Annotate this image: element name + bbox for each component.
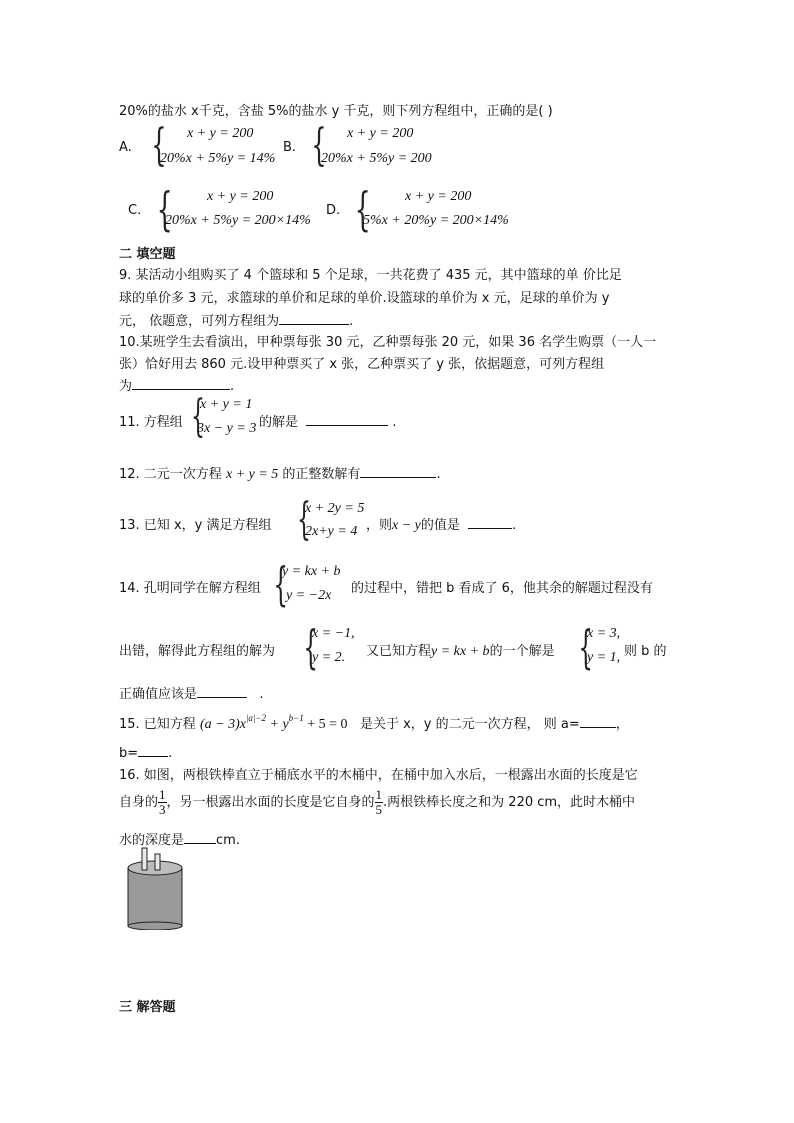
option-c-eq1: x + y = 200 [207, 189, 274, 204]
brace-icon: { [354, 182, 371, 236]
fraction-one-third: $\frac{1}{3}$ [159, 787, 166, 817]
option-c-label: C. [128, 203, 142, 218]
q14-prefix: 14. 孔明同学在解方程组 [119, 581, 261, 596]
answer-blank[interactable] [580, 714, 616, 728]
q11-eq2: 3x − y = 3 [197, 421, 257, 436]
brace-icon: { [303, 620, 318, 674]
bucket-body [128, 868, 182, 926]
option-d-eq1: x + y = 200 [405, 189, 472, 204]
q11-prefix: 11. 方程组 [119, 415, 183, 430]
option-c-eq2: 20%x + 5%y = 200×14% [165, 213, 311, 228]
answer-blank[interactable] [138, 743, 168, 757]
q13-eq1: x + 2y = 5 [305, 501, 365, 516]
q11-eq1: x + y = 1 [200, 397, 253, 412]
q16-line2: 自身的 $\frac{1}{3}$ ，另一根露出水面的长度是它自身的 $\frac{1}{5}$ .两根铁棒长度之和为 220 cm，此时木桶中 [119, 787, 636, 817]
brace-icon: { [151, 120, 167, 171]
q8-stem: 20%的盐水 x千克，含盐 5%的盐水 y 千克，则下列方程组中，正确的是( ) [119, 104, 553, 119]
bucket-bottom [128, 922, 182, 930]
brace-icon: { [297, 494, 311, 545]
option-d-label: D. [326, 203, 341, 218]
q14-sol1a: x = −1, [312, 626, 355, 641]
q16-line1: 16. 如图，两根铁棒直立于桶底水平的木桶中，在桶中加入水后，一根露出水面的长度是它 [119, 768, 638, 783]
brace-icon: { [273, 557, 288, 611]
answer-blank[interactable] [197, 684, 247, 698]
section-title: 三 解答题 [119, 1000, 176, 1015]
answer-blank[interactable] [184, 830, 216, 844]
option-a-eq2: 20%x + 5%y = 14% [160, 151, 276, 166]
q10-line3: 为 . [119, 375, 234, 394]
q13-eq2: 2x+y = 4 [305, 524, 358, 539]
option-b-label: B. [283, 140, 297, 155]
answer-blank[interactable] [468, 515, 512, 529]
q12-eq: x + y = 5 [225, 467, 279, 482]
option-b-eq1: x + y = 200 [347, 126, 414, 141]
q10-line1: 10.某班学生去看演出，甲种票每张 30 元，乙种票每张 20 元，如果 36 名学生购票（一人一 [119, 335, 657, 350]
q14-sol1b: y = 2. [312, 650, 346, 665]
q14-sol2b: y = 1, [587, 650, 621, 665]
q13-expr: x − y [392, 518, 421, 533]
q13-tail: ，则x − y的值是 . [366, 514, 516, 534]
q15-line1: 15. 已知方程 $(a - 3)x^{|a|-2} + y^{b-1} + 5 = 0$ 是关于 x，y 的二元一次方程， 则 a= ， [119, 713, 629, 732]
q14-eq1: y = kx + b [282, 564, 341, 579]
answer-blank[interactable] [279, 311, 349, 325]
q14-suffix: 的过程中，错把 b 看成了 6，他其余的解题过程没有 [351, 581, 653, 596]
option-d-eq2: 5%x + 20%y = 200×14% [363, 213, 509, 228]
q9-line1: 9. 某活动小组购买了 4 个篮球和 5 个足球，一共花费了 435 元，其中篮球的单 价比足 [119, 268, 622, 283]
section-title: 二 填空题 [119, 247, 176, 262]
q9-line2: 球的单价多 3 元，求篮球的单价和足球的单价.设篮球的单价为 x 元，足球的单价为 y [119, 291, 610, 306]
q13-prefix: 13. 已知 x，y 满足方程组 [119, 518, 272, 533]
answer-blank[interactable] [306, 412, 388, 426]
q14-eq2: y = −2x [286, 588, 332, 603]
answer-blank[interactable] [360, 464, 436, 478]
q9-line3: 元， 依题意，可列方程组为 . [119, 310, 353, 329]
option-a-eq1: x + y = 200 [187, 126, 254, 141]
option-a-label: A. [119, 140, 132, 155]
brace-icon: { [578, 620, 593, 674]
iron-rod-2 [155, 854, 160, 870]
q14-line2-suffix: 则 b 的 [624, 644, 667, 659]
brace-icon: { [191, 391, 205, 442]
q10-line2: 张）恰好用去 860 元.设甲种票买了 x 张，乙种票买了 y 张，依据题意，可列方程组 [119, 357, 605, 372]
bucket-figure [124, 846, 188, 930]
q12: 12. 二元一次方程 x + y = 5 的正整数解有 . [119, 463, 441, 483]
brace-icon: { [156, 182, 173, 236]
answer-blank[interactable] [132, 376, 230, 390]
q14-line2-mid: 又已知方程y = kx + b的一个解是 [366, 644, 555, 659]
q11-suffix: 的解是 . [259, 411, 397, 430]
brace-icon: { [311, 120, 327, 171]
option-b-eq2: 20%x + 5%y = 200 [321, 151, 432, 166]
q14-sol2a: x = 3, [587, 626, 621, 641]
iron-rod-1 [142, 848, 147, 870]
q16-line3: 水的深度是 cm. [119, 829, 240, 848]
q14-line2-prefix: 出错，解得此方程组的解为 [119, 644, 276, 659]
q15-equation: $(a - 3)x^{|a|-2} + y^{b-1} + 5 = 0$ [199, 713, 348, 732]
q14-line3: 正确值应该是 . [119, 683, 264, 702]
q15-line2: b= . [119, 743, 172, 761]
q14-line2-eq: y = kx + b [431, 644, 490, 659]
fraction-one-fifth: $\frac{1}{5}$ [375, 787, 383, 817]
